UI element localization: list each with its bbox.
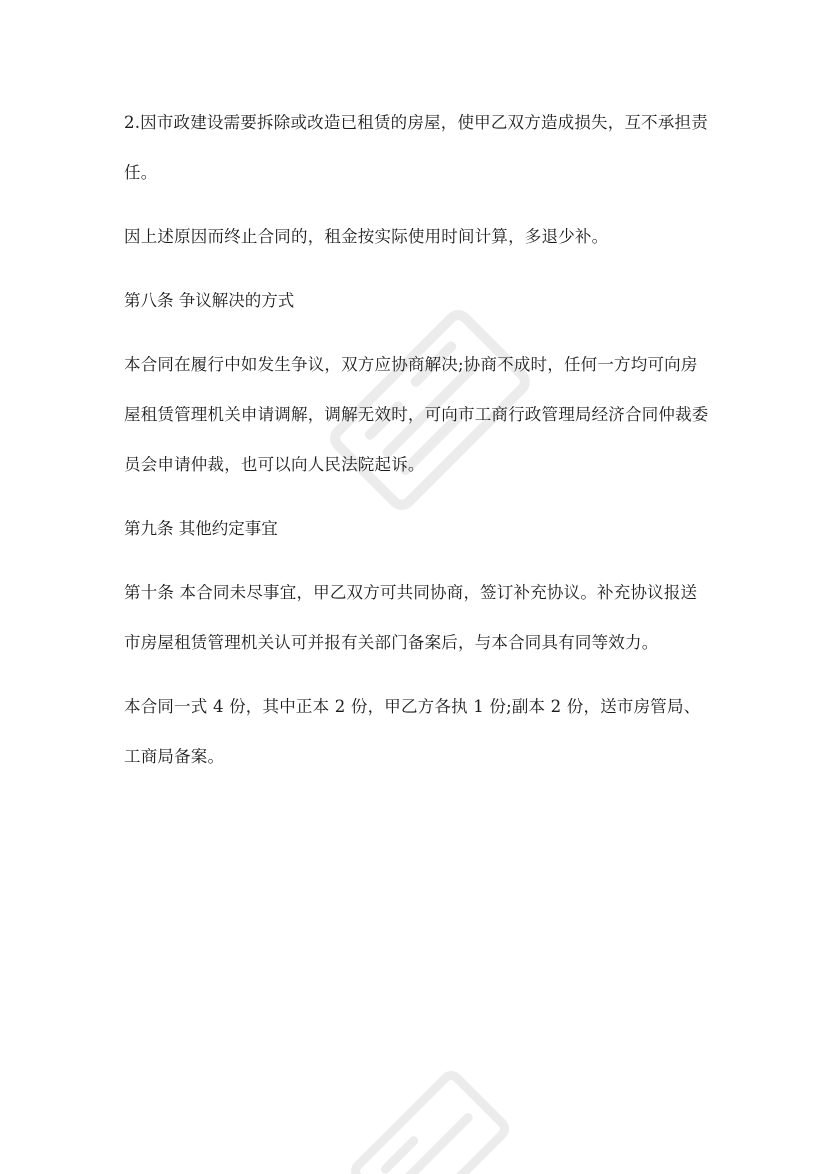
document-body bbox=[124, 98, 710, 796]
paragraph-article-10: 第十条 本合同未尽事宜，甲乙双方可共同协商，签订补充协议。补充协议报送市房屋租赁管理机关认可并报有关部门备案后，与本合同具有同等效力。 bbox=[124, 583, 698, 652]
watermark-logo-icon bbox=[330, 1070, 530, 1174]
paragraph-copies: 本合同一式 4 份，其中正本 2 份，甲乙方各执 1 份;副本 2 份，送市房管局、工商局备案。 bbox=[124, 697, 701, 766]
section-heading-article-8: 第八条 争议解决的方式 bbox=[124, 291, 295, 310]
paragraph-demolition-clause: 2.因市政建设需要拆除或改造已租赁的房屋，使甲乙双方造成损失，互不承担责任。 bbox=[124, 113, 708, 182]
section-heading-article-9: 第九条 其他约定事宜 bbox=[124, 519, 278, 538]
paragraph-rent-settlement: 因上述原因而终止合同的，租金按实际使用时间计算，多退少补。 bbox=[124, 227, 609, 246]
paragraph-dispute-resolution: 本合同在履行中如发生争议，双方应协商解决;协商不成时，任何一方均可向房屋租赁管理机关申请调解，调解无效时，可向市工商行政管理局经济合同仲裁委员会申请仲裁，也可以向人民法院起诉。 bbox=[124, 355, 709, 474]
